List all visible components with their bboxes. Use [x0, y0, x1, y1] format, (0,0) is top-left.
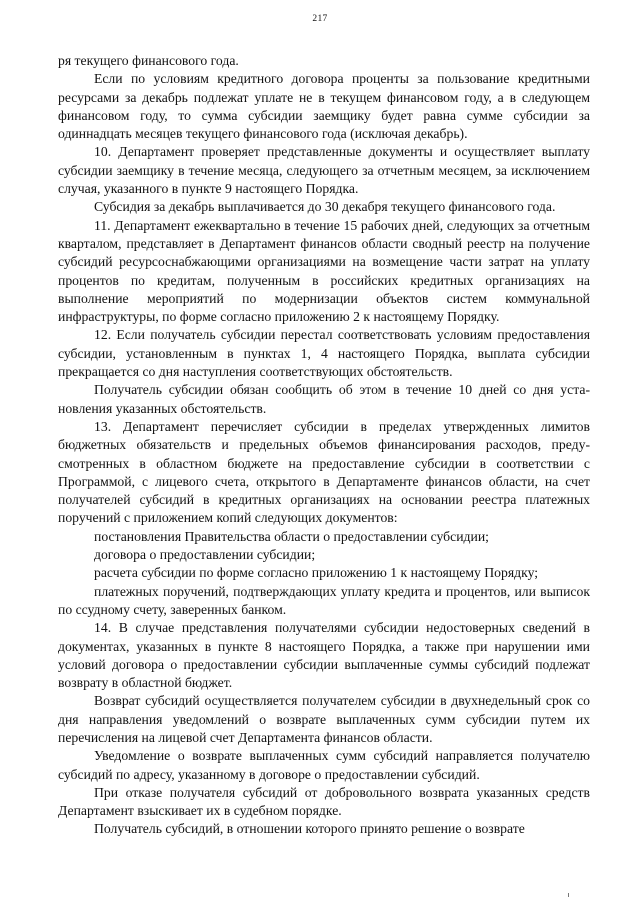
- paragraph: 13. Департамент перечисляет субсидии в пределах утвержденных лимитов бюджетных обязательств и предельных объемов финансирования расходов, предусмотренных в областном бюджете на предоставление субсидии в соответствии с Программой, с лицевого счета, открытого в Департаменте финансов области, на счет получателей субсидий в кредитных организациях на основании реестра платежных поручений с приложением копий следующих документов:: [58, 418, 590, 526]
- paragraph: Субсидия за декабрь выплачивается до 30 декабря текущего финансового года.: [94, 199, 556, 215]
- paragraph: При отказе получателя субсидий от добровольного возврата указанных средств Департамент взыскивает их в судебном порядке.: [58, 784, 590, 819]
- paragraph: Получатель субсидий, в отношении которого принято решение о возврате: [94, 821, 525, 837]
- paragraph: 10. Департамент проверяет представленные документы и осуществляет выплату субсидии заемщику в течение месяца, следующего за отчетным месяцем, за исключением случая, указанного в пункте 9 настоящего Порядка.: [58, 144, 590, 197]
- paragraph: 12. Если получатель субсидии перестал соответствовать условиям предоставления субсидии, установленным в пунктах 1, 4 настоящего Порядка, выплата субсидии прекращается со дня наступления соответствующих обстоятельств.: [58, 327, 590, 380]
- paragraph: 11. Департамент ежеквартально в течение 15 рабочих дней, следующих за отчетным кварталом, представляет в Департамент финансов области сводный реестр на получение субсидий ресурсоснабжающими организациями на возмещение части затрат на уплату процентов по кредитам, полученным в российских кредитных организациях на выполнение мероприятий по модернизации объектов систем коммунальной инфраструктуры, по форме согласно приложению 2 к настоящему Порядку.: [58, 217, 590, 325]
- paragraph: Получатель субсидии обязан сообщить об этом в течение 10 дней со дня установления указанных обстоятельств.: [58, 382, 590, 416]
- margin-mark: [568, 893, 569, 897]
- paragraph: 14. В случае представления получателями субсидии недостоверных сведений в документах, указанных в пункте 8 настоящего Порядка, а также при нарушении ими условий договора о предоставлении субсидии выплаченные суммы субсидий подлежат возврату в областной бюджет.: [58, 620, 590, 691]
- paragraph: Если по условиям кредитного договора проценты за пользование кредитными ресурсами за декабрь подлежат уплате не в текущем финансовом году, а в следующем финансовом году, то сумма субсидии заемщику будет равна сумме субсидии за одиннадцать месяцев текущего финансового года (исключая декабрь).: [58, 71, 590, 142]
- page-number: 217: [312, 14, 328, 24]
- paragraph: расчета субсидии по форме согласно приложению 1 к настоящему Порядку;: [94, 565, 539, 581]
- paragraph: постановления Правительства области о предоставлении субсидии;: [94, 528, 489, 544]
- document-body: [58, 52, 590, 839]
- paragraph: ря текущего финансового года.: [58, 53, 239, 68]
- paragraph: договора о предоставлении субсидии;: [94, 547, 316, 563]
- paragraph: Уведомление о возврате выплаченных сумм субсидий направляется получателю субсидий по адресу, указанному в договоре о предоставлении субсидий.: [58, 748, 590, 782]
- paragraph: Возврат субсидий осуществляется получателем субсидии в двухнедельный срок со дня направления уведомлений о возврате выплаченных сумм субсидии путем их перечисления на лицевой счет Департамента финансов области.: [58, 693, 590, 745]
- paragraph: платежных поручений, подтверждающих уплату кредита и процентов, или выписок по ссудному счету, заверенных банком.: [58, 583, 590, 617]
